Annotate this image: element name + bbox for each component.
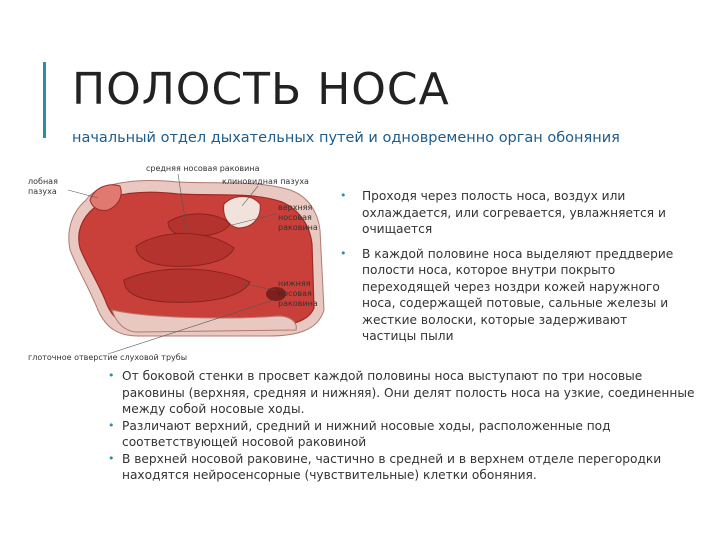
accent-bar: [43, 62, 46, 138]
list-item-text: В каждой половине носа выделяют преддверие полости носа, которое внутри покрыто переходящей через ноздри кожей наружного носа, содержащей потовые, сальные железы и жесткие волоски, которые задерживают частицы пыли: [362, 246, 674, 343]
list-item: [340, 188, 680, 238]
list-item: [108, 418, 708, 451]
bullet-icon: •: [340, 246, 347, 260]
label-upper-concha-1: верхняя: [278, 203, 313, 212]
bottom-bullet-list: [108, 368, 708, 484]
label-frontal-sinus-1: лобная: [28, 177, 58, 186]
label-sphenoid-sinus: клиновидная пазуха: [222, 177, 309, 186]
label-lower-concha-2: носовая: [278, 289, 312, 298]
list-item-text: Проходя через полость носа, воздух или охлаждается, или согревается, увлажняется и очищается: [362, 189, 666, 236]
label-tube-opening: глоточное отверстие слуховой трубы: [28, 353, 188, 362]
bullet-icon: •: [108, 369, 115, 382]
nasal-cavity-diagram: [28, 160, 338, 370]
list-item-text: Различают верхний, средний и нижний носовые ходы, расположенные под соответствующей носовой раковиной: [122, 418, 611, 449]
label-frontal-sinus-2: пазуха: [28, 187, 57, 196]
bullet-icon: •: [108, 418, 115, 432]
right-bullet-list: [340, 188, 680, 353]
list-item: [108, 368, 708, 418]
bullet-icon: •: [108, 451, 115, 465]
list-item-text: В верхней носовой раковине, частично в средней и в верхнем отделе перегородки находятся нейросенсорные (чувствительные) клетки обоняния.: [122, 451, 662, 482]
bullet-icon: •: [340, 189, 347, 202]
list-item-text: От боковой стенки в просвет каждой половины носа выступают по три носовые раковины (верхняя, средняя и нижняя). Они делят полость носа на узкие, соединенные между собой носовые ходы.: [122, 369, 695, 416]
label-lower-concha-1: нижняя: [278, 279, 311, 288]
label-upper-concha-3: раковина: [278, 223, 318, 232]
list-item: [108, 451, 708, 484]
label-middle-concha: средняя носовая раковина: [146, 164, 260, 173]
label-upper-concha-2: носовая: [278, 213, 312, 222]
slide-title: ПОЛОСТЬ НОСА: [72, 64, 450, 115]
label-lower-concha-3: раковина: [278, 299, 318, 308]
list-item: [340, 246, 680, 345]
slide-subtitle: начальный отдел дыхательных путей и одновременно орган обоняния: [72, 130, 620, 146]
